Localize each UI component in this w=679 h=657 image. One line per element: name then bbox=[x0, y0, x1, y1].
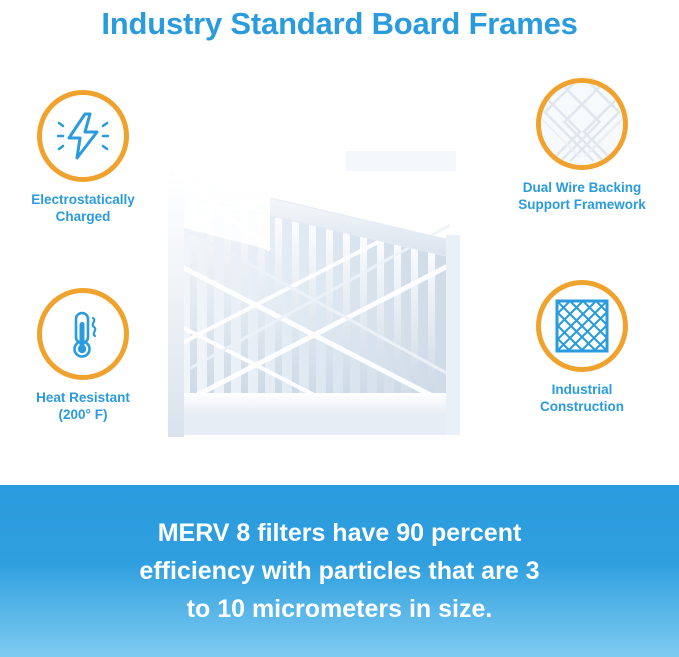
feature-electrostatically-charged bbox=[0, 90, 168, 225]
lightning-bolt-icon bbox=[57, 110, 109, 162]
feature-badge-circle bbox=[536, 78, 628, 170]
feature-caption bbox=[0, 389, 168, 423]
efficiency-banner bbox=[0, 485, 679, 657]
banner-line-3: to 10 micrometers in size. bbox=[186, 595, 493, 623]
banner-text bbox=[0, 514, 679, 628]
wire-mesh-icon bbox=[541, 82, 623, 166]
feature-badge-circle bbox=[37, 90, 129, 182]
feature-dual-wire-backing bbox=[497, 78, 667, 213]
feature-caption-line1: Heat Resistant bbox=[36, 390, 130, 405]
feature-caption-line2: Support Framework bbox=[518, 197, 646, 212]
banner-line-2: efficiency with particles that are 3 bbox=[139, 557, 540, 585]
thermometer-icon bbox=[57, 308, 109, 360]
feature-caption bbox=[497, 179, 667, 213]
feature-caption-line1: Electrostatically bbox=[31, 192, 135, 207]
page-title: Industry Standard Board Frames bbox=[101, 6, 578, 41]
banner-line-1: MERV 8 filters have 90 percent bbox=[157, 519, 522, 547]
feature-caption-line1: Industrial bbox=[551, 382, 613, 397]
feature-badge-circle bbox=[37, 288, 129, 380]
feature-caption bbox=[0, 191, 168, 225]
feature-caption-line1: Dual Wire Backing bbox=[522, 180, 642, 195]
pleated-air-filter-illustration bbox=[150, 75, 510, 475]
feature-caption-line2: Construction bbox=[540, 399, 624, 414]
feature-caption-line2: Charged bbox=[55, 209, 111, 224]
feature-caption bbox=[497, 381, 667, 415]
feature-caption-line2: (200° F) bbox=[58, 407, 108, 422]
filter-svg bbox=[150, 75, 510, 475]
cross-hatch-grid-icon bbox=[552, 296, 612, 356]
feature-badge-circle bbox=[536, 280, 628, 372]
feature-industrial-construction bbox=[497, 280, 667, 415]
feature-heat-resistant bbox=[0, 288, 168, 423]
